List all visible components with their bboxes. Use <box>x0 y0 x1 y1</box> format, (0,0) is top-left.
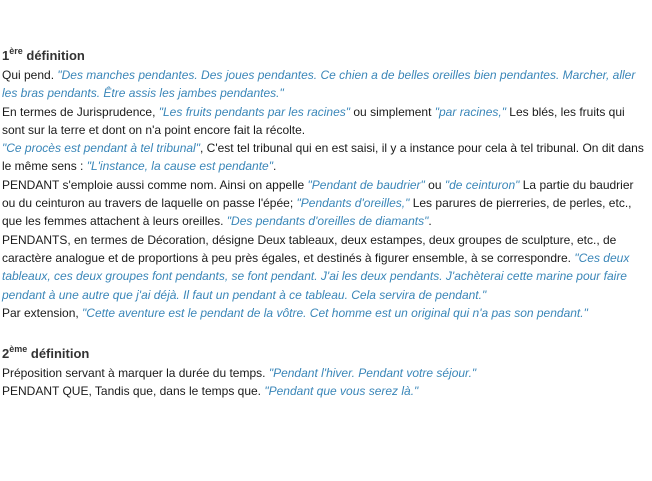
usage-example: "Pendants d'oreilles," <box>296 196 410 211</box>
definition-text: , C'est tel tribunal qui en est saisi, il y a instance pour cela à tel tribunal. On dit dans le même sens : <box>2 141 644 174</box>
usage-example: "Pendant de baudrier" <box>307 177 425 192</box>
usage-example: "Pendant que vous serez là." <box>264 384 419 399</box>
usage-example: "Des pendants d'oreilles de diamants" <box>226 214 429 229</box>
usage-example: "Cette aventure est le pendant de la vôtre. Cet homme est un original qui n'a pas son pendant." <box>82 305 588 320</box>
usage-example: "Pendant l'hiver. Pendant votre séjour." <box>268 366 477 381</box>
definition-text: En termes de Jurisprudence, <box>2 104 159 119</box>
definition-paragraph <box>2 364 648 382</box>
definition-label: définition <box>30 346 90 362</box>
definition-label: définition <box>26 48 85 63</box>
usage-example: "L'instance, la cause est pendante" <box>86 159 273 174</box>
usage-example: "Les fruits pendants par les racines" <box>158 104 351 119</box>
definition-paragraph <box>2 382 648 400</box>
definition-1-body <box>2 66 648 322</box>
definition-ordinal-suffix: ème <box>9 344 28 355</box>
definition-text: Qui pend. <box>2 68 58 82</box>
definition-paragraph <box>2 176 648 231</box>
definition-text: Les blés, les fruits qui sont sur la terre et dont on n'a point encore fait la récolte. <box>2 104 625 137</box>
definition-1 <box>2 44 648 322</box>
definition-text: ou <box>424 177 445 192</box>
definition-text: La partie du baudrier ou du ceinturon au travers de laquelle on passe l'épée; <box>2 177 634 211</box>
definition-text: PENDANT s'emploie aussi comme nom. Ainsi on appelle <box>2 177 308 192</box>
definition-number: 1 <box>2 48 10 63</box>
definition-text: Préposition servant à marquer la durée du temps. <box>2 366 269 381</box>
definition-2-body <box>2 364 648 401</box>
usage-example: "Des manches pendantes. Des joues pendantes. Ce chien a de belles oreilles bien pendantes. Marcher, aller les bras pendants. Être assis les jambes pendantes." <box>2 68 636 101</box>
definition-number: 2 <box>2 346 10 362</box>
definition-text: Par extension, <box>2 305 83 320</box>
definition-text: . <box>428 214 432 229</box>
usage-example: "Ces deux tableaux, ces deux groupes font pendants, se font pendant. J'ai les deux pendants. J'achèterai cette marine pour faire pendant à une autre que j'ai déjà. Il faut un pendant à ce tableau. Cela servira de pendant." <box>2 250 630 302</box>
definition-paragraph <box>2 304 648 322</box>
usage-example: "de ceinturon" <box>444 177 520 192</box>
definition-1-heading <box>2 48 85 64</box>
definition-paragraph <box>2 139 648 176</box>
definition-paragraph <box>2 103 648 140</box>
definition-text: ou simplement <box>350 104 435 119</box>
definition-ordinal-suffix: ère <box>9 46 23 56</box>
definition-text: . <box>272 159 277 174</box>
definition-text: Les parures de pierreries, de perles, etc., que les femmes attachent à leurs oreilles. <box>2 196 632 229</box>
definition-paragraph <box>2 66 648 103</box>
usage-example: "par racines," <box>434 104 506 119</box>
definition-2 <box>2 342 648 401</box>
definition-text: PENDANTS, en termes de Décoration, désigne Deux tableaux, deux estampes, deux groupes de sculpture, etc., de caractère analogue et de proportions à peu près égales, et destinés à figurer ensemble, à se correspondre. <box>2 232 617 265</box>
definition-2-heading <box>2 346 89 362</box>
dictionary-page <box>0 44 652 481</box>
definition-text: PENDANT QUE, Tandis que, dans le temps que. <box>2 384 265 399</box>
definition-paragraph <box>2 231 648 304</box>
usage-example: "Ce procès est pendant à tel tribunal" <box>2 141 200 156</box>
